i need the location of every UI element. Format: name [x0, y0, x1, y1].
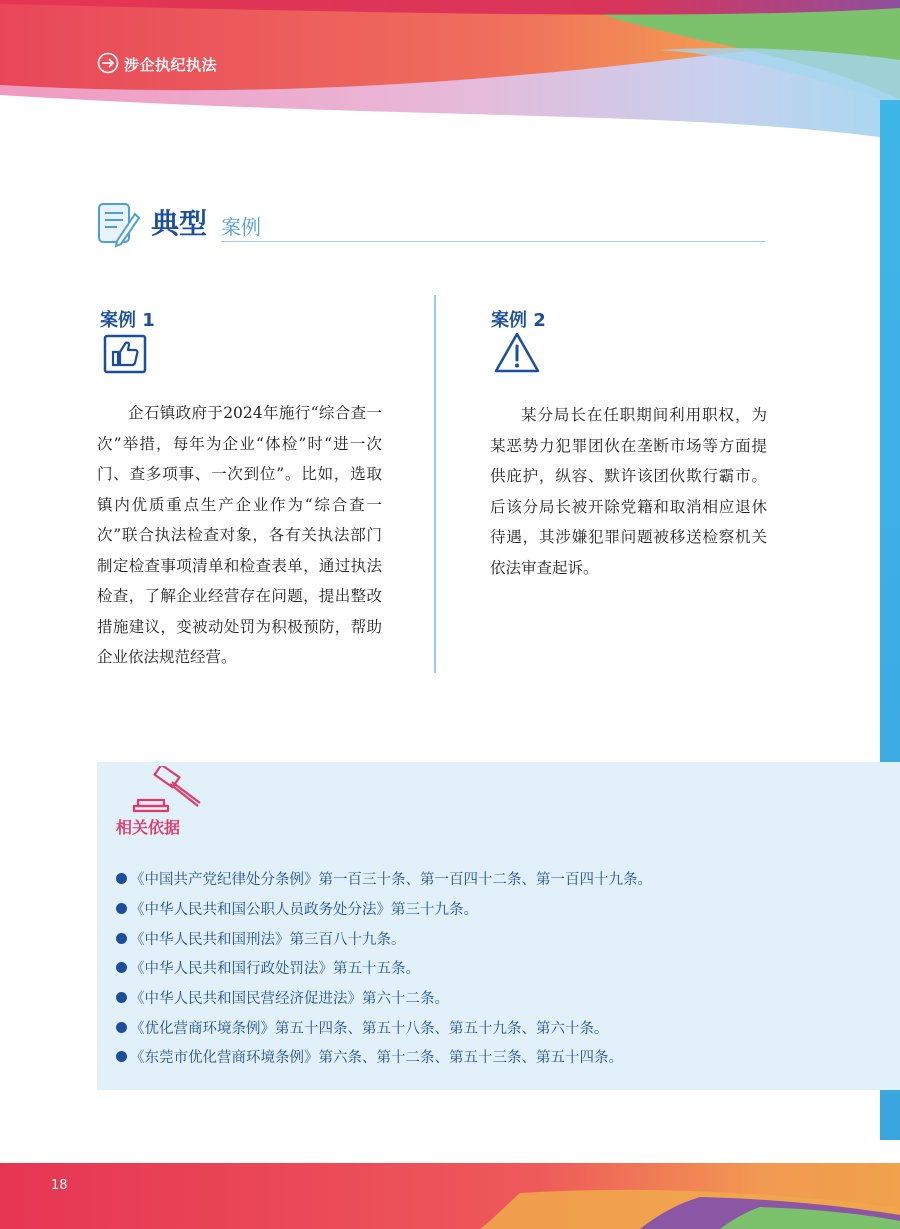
list-item [116, 894, 652, 924]
page-number: 18 [51, 1178, 68, 1193]
case-2-text: 某分局长在任职期间利用职权，为某恶势力犯罪团伙在垄断市场等方面提供庇护，纵容、默许该团伙欺行霸市。后该分局长被开除党籍和取消相应退休待遇，其涉嫌犯罪问题被移送检察机关依法审查起诉。 [490, 406, 767, 577]
header-title: 涉企执纪执法 [124, 56, 218, 74]
list-item [116, 1012, 652, 1042]
warning-icon [493, 331, 541, 375]
bullet-icon [116, 933, 127, 944]
section-heading [97, 196, 767, 246]
list-item [116, 923, 652, 953]
bullet-icon [116, 903, 127, 914]
case-2-title: 案例 2 [491, 310, 546, 331]
related-basis-title: 相关依据 [116, 818, 181, 837]
thumbs-up-icon [103, 334, 147, 374]
list-item [116, 864, 652, 894]
basis-item-text: 《中国共产党纪律处分条例》第一百三十条、第一百四十二条、第一百四十九条。 [130, 872, 652, 889]
bullet-icon [116, 873, 127, 884]
list-item [116, 953, 652, 983]
list-item [116, 983, 652, 1013]
basis-item-text: 《优化营商环境条例》第五十四条、第五十八条、第五十九条、第六十条。 [130, 1020, 609, 1037]
bullet-icon [116, 1051, 127, 1062]
section-title-main: 典型 [151, 207, 208, 240]
basis-item-text: 《中华人民共和国民营经济促进法》第六十二条。 [130, 991, 449, 1008]
section-title-sub: 案例 [221, 215, 261, 239]
gavel-icon [132, 766, 204, 814]
arrow-right-circle-icon [97, 52, 119, 74]
list-item [116, 1042, 652, 1072]
bullet-icon [116, 992, 127, 1003]
basis-item-text: 《中华人民共和国行政处罚法》第五十五条。 [130, 961, 420, 978]
basis-item-text: 《中华人民共和国公职人员政务处分法》第三十九条。 [130, 902, 478, 919]
note-pen-icon [97, 200, 141, 248]
footer-banner [0, 1163, 900, 1229]
case-1-text: 企石镇政府于2024年施行“综合查一次”举措，每年为企业“体检”时“进一次门、查多项事、一次到位”。比如，选取镇内优质重点生产企业作为“综合查一次”联合执法检查对象，各有关执法部门制定检查事项清单和检查表单，通过执法检查，了解企业经营存在问题，提出整改措施建议，变被动处罚为积极预防，帮助企业依法规范经营。 [97, 404, 382, 666]
case-1-title: 案例 1 [100, 310, 155, 331]
bullet-icon [116, 962, 127, 973]
bullet-icon [116, 1022, 127, 1033]
heading-underline [221, 241, 765, 242]
basis-item-text: 《东莞市优化营商环境条例》第六条、第十二条、第五十三条、第五十四条。 [130, 1050, 623, 1067]
column-divider [434, 295, 436, 673]
related-basis-list [116, 864, 652, 1072]
basis-item-text: 《中华人民共和国刑法》第三百八十九条。 [130, 931, 406, 948]
